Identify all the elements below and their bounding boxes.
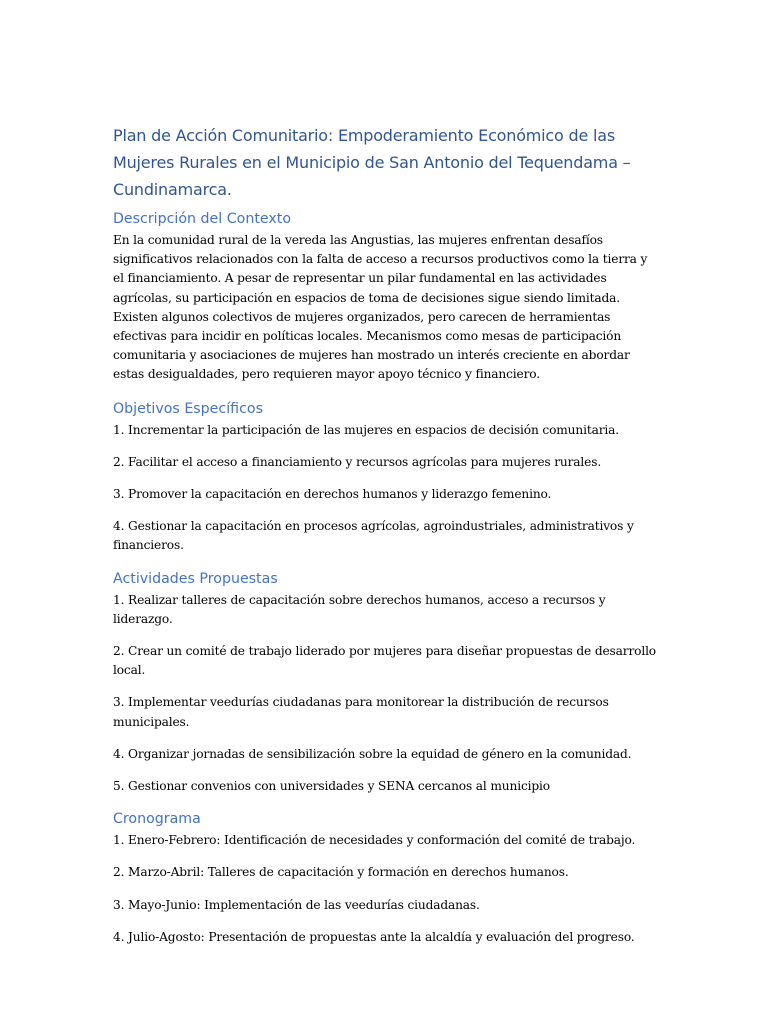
- list-item: 2. Marzo-Abril: Talleres de capacitación y formación en derechos humanos.: [113, 865, 569, 880]
- list-item: 3. Mayo-Junio: Implementación de las veedurías ciudadanas.: [113, 897, 480, 912]
- section-activities: [113, 569, 658, 797]
- list-item: 3. Promover la capacitación en derechos humanos y liderazgo femenino.: [113, 487, 552, 502]
- list-item: 5. Gestionar convenios con universidades y SENA cercanos al municipio: [113, 779, 550, 794]
- list-item: 4. Gestionar la capacitación en procesos agrícolas, agroindustriales, administrativos y financieros.: [113, 519, 634, 553]
- list-item: 1. Incrementar la participación de las mujeres en espacios de decisión comunitaria.: [113, 422, 619, 437]
- section-objectives: [113, 399, 658, 556]
- list-item: 2. Facilitar el acceso a financiamiento y recursos agrícolas para mujeres rurales.: [113, 454, 602, 469]
- section-heading-schedule: Cronograma: [113, 811, 201, 828]
- schedule-list: [113, 831, 658, 947]
- list-item: 4. Julio-Agosto: Presentación de propuestas ante la alcaldía y evaluación del progreso.: [113, 929, 635, 944]
- section-context: [113, 209, 658, 385]
- activities-list: [113, 591, 658, 797]
- list-item: 1. Realizar talleres de capacitación sobre derechos humanos, acceso a recursos y liderazgo.: [113, 592, 606, 626]
- list-item: 4. Organizar jornadas de sensibilización sobre la equidad de género en la comunidad.: [113, 746, 632, 761]
- objectives-list: [113, 421, 658, 556]
- section-heading-objectives: Objetivos Específicos: [113, 400, 263, 417]
- section-schedule: [113, 809, 658, 947]
- list-item: 3. Implementar veedurías ciudadanas para monitorear la distribución de recursos municipales.: [113, 695, 609, 729]
- list-item: 1. Enero-Febrero: Identificación de necesidades y conformación del comité de trabajo.: [113, 833, 636, 848]
- document-title: Plan de Acción Comunitario: Empoderamiento Económico de las Mujeres Rurales en el Municipio de San Antonio del Tequendama – Cundinamarca.: [113, 126, 631, 199]
- section-heading-context: Descripción del Contexto: [113, 211, 291, 227]
- section-heading-activities: Actividades Propuestas: [113, 570, 278, 587]
- context-paragraph: En la comunidad rural de la vereda las Angustias, las mujeres enfrentan desafíos significativos relacionados con la falta de acceso a recursos productivos como la tierra y el financiamiento. A pesar de representar un pilar fundamental en las actividades agrícolas, su participación en espacios de toma de decisiones sigue siendo limitada. Existen algunos colectivos de mujeres organizados, pero carecen de herramientas efectivas para incidir en políticas locales. Mecanismos como mesas de participación comunitaria y asociaciones de mujeres han mostrado un interés creciente en abordar estas desigualdades, pero requieren mayor apoyo técnico y financiero.: [113, 233, 648, 382]
- list-item: 2. Crear un comité de trabajo liderado por mujeres para diseñar propuestas de desarrollo local.: [113, 644, 656, 678]
